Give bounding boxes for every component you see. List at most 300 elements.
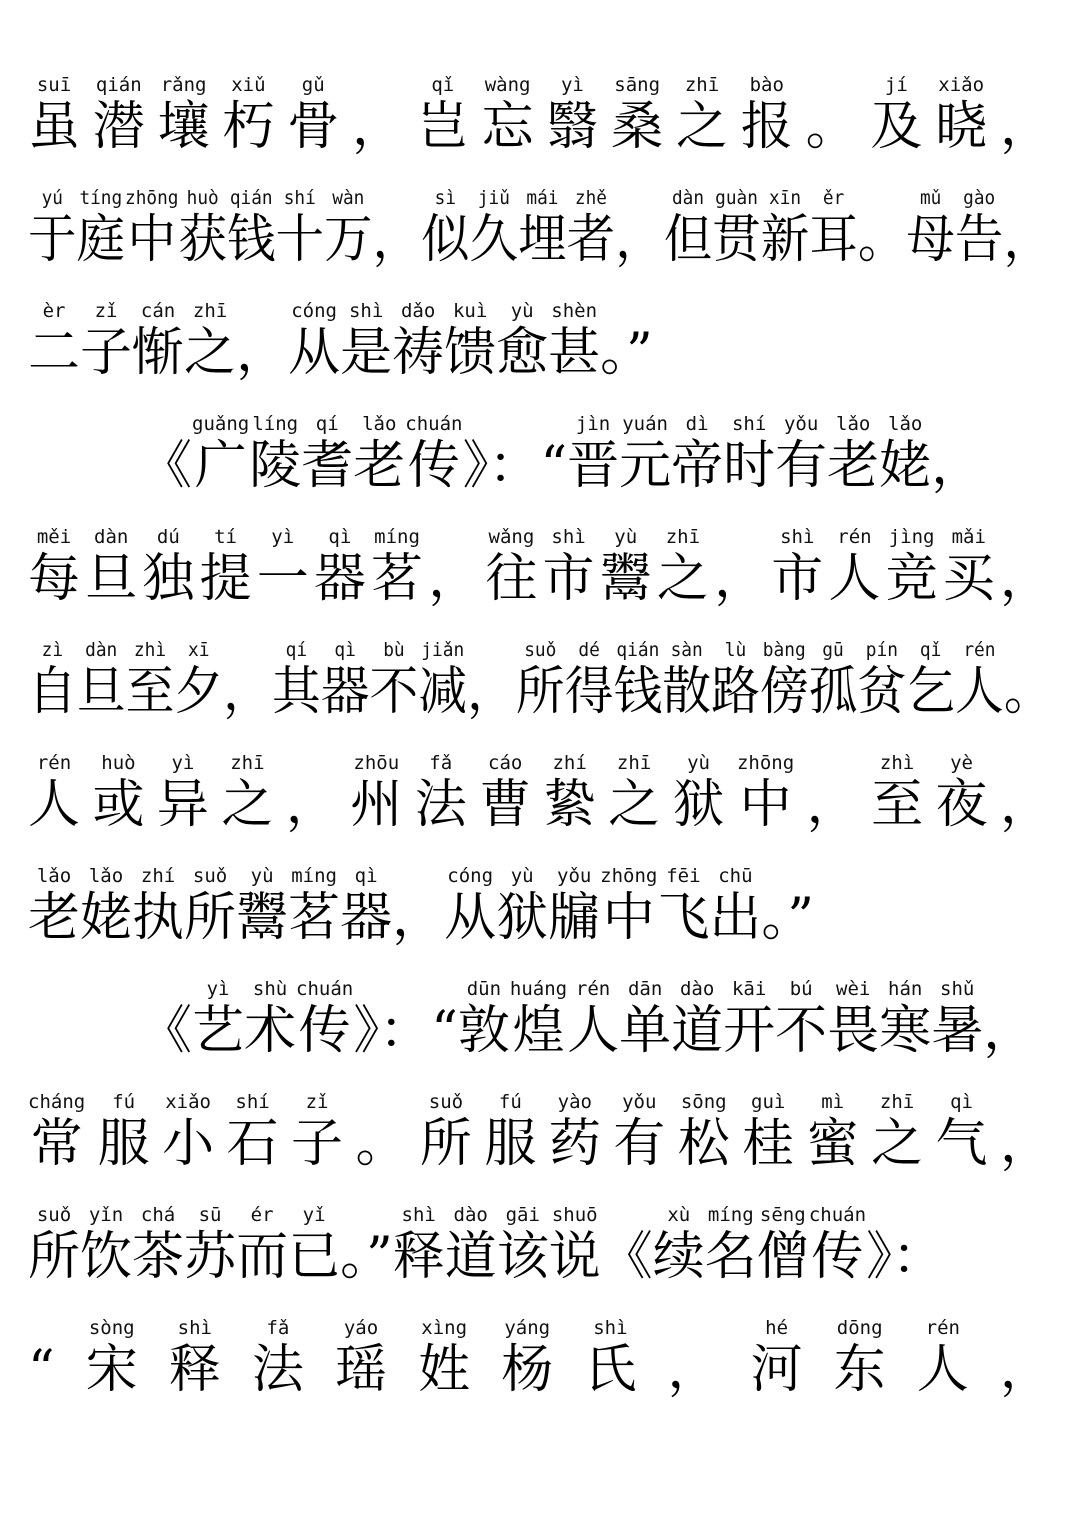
hanzi: 每 [28, 549, 81, 609]
pinyin: dì [685, 413, 709, 435]
pinyin: mái [526, 187, 559, 209]
hanzi: 散 [662, 662, 712, 722]
character-with-pinyin [28, 1204, 80, 1288]
character-with-pinyin [600, 526, 652, 610]
character-with-pinyin [657, 865, 709, 949]
hanzi: “ [28, 1340, 55, 1400]
pinyin: dào [453, 1204, 488, 1226]
pinyin: yǒu [557, 865, 592, 887]
punctuation [983, 978, 1035, 1062]
character-with-pinyin [936, 1091, 988, 1175]
character-with-pinyin [955, 187, 1004, 271]
character-with-pinyin [657, 526, 709, 610]
character-with-pinyin [671, 413, 723, 497]
pinyin: kāi [731, 978, 767, 1000]
character-with-pinyin [906, 187, 955, 271]
character-with-pinyin [405, 413, 462, 497]
hanzi: 器 [320, 662, 370, 722]
pinyin: zhī [230, 752, 265, 774]
pinyin: fú [498, 1091, 522, 1113]
hanzi: 惭 [132, 323, 185, 383]
pinyin: lù [724, 639, 747, 661]
character-with-pinyin [619, 978, 671, 1062]
character-with-pinyin [549, 1204, 601, 1288]
pinyin: dōng [836, 1317, 883, 1339]
pinyin: suǒ [524, 639, 557, 661]
pinyin: fú [112, 1091, 136, 1113]
pinyin: yì [560, 74, 584, 96]
hanzi: 人 [955, 662, 1004, 722]
hanzi: 子 [291, 1114, 344, 1174]
character-with-pinyin [415, 752, 467, 836]
pinyin: rén [837, 526, 872, 548]
character-with-pinyin [484, 1091, 536, 1175]
character-with-pinyin [192, 413, 249, 497]
pinyin: yǒu [622, 1091, 657, 1113]
character-with-pinyin [28, 865, 80, 949]
character-with-pinyin [496, 300, 548, 384]
pinyin: hé [765, 1317, 789, 1339]
hanzi: 从 [444, 888, 497, 948]
text-line [28, 736, 1052, 836]
pinyin: ěr [822, 187, 845, 209]
hanzi: 之 [608, 775, 661, 835]
hanzi: 法 [414, 775, 467, 835]
punctuation [806, 74, 858, 158]
punctuation [352, 74, 404, 158]
hanzi: 之 [871, 1114, 924, 1174]
hanzi: 减 [418, 662, 468, 722]
pinyin: bàng [762, 639, 806, 661]
character-with-pinyin [287, 74, 339, 158]
hanzi: 之 [675, 97, 728, 157]
pinyin: zhī [616, 752, 652, 774]
hanzi: 时 [723, 436, 776, 496]
pinyin: shuō [551, 1204, 598, 1226]
character-with-pinyin [943, 526, 995, 610]
hanzi: 朽 [222, 97, 275, 157]
punctuation [1000, 752, 1052, 836]
pinyin: shì [401, 1204, 436, 1226]
character-with-pinyin [723, 978, 775, 1062]
pinyin: shí [235, 1091, 270, 1113]
pinyin: sì [434, 187, 457, 209]
character-with-pinyin [80, 865, 132, 949]
character-with-pinyin [418, 1317, 470, 1401]
pinyin: bú [789, 978, 813, 1000]
character-with-pinyin [917, 1317, 969, 1401]
hanzi: 人 [567, 1001, 620, 1061]
pinyin: yú [41, 187, 63, 209]
text-line [140, 962, 1052, 1062]
pinyin: guì [751, 1091, 786, 1113]
hanzi: ， [285, 775, 338, 835]
character-with-pinyin [125, 187, 178, 271]
hanzi: 往 [485, 549, 538, 609]
hanzi: 畏 [827, 1001, 880, 1061]
punctuation [462, 413, 540, 497]
character-with-pinyin [711, 639, 760, 723]
hanzi: 服 [97, 1114, 150, 1174]
pinyin: yì [271, 526, 295, 548]
pinyin: sàn [670, 639, 703, 661]
character-with-pinyin [458, 978, 510, 1062]
character-with-pinyin [158, 74, 210, 158]
hanzi: 姥 [80, 888, 133, 948]
pinyin: yù [250, 865, 274, 887]
hanzi: 耳 [809, 210, 858, 270]
character-with-pinyin [86, 1317, 138, 1401]
hanzi: 新 [760, 210, 810, 270]
punctuation [373, 187, 422, 271]
character-with-pinyin [98, 1091, 150, 1175]
pinyin: qián [616, 639, 660, 661]
pinyin: zhì [133, 639, 167, 661]
hanzi: 传 [811, 1227, 864, 1287]
hanzi: 万 [324, 210, 373, 270]
character-with-pinyin [653, 1204, 705, 1288]
hanzi: 骨 [287, 97, 340, 157]
pinyin: suǒ [428, 1091, 464, 1113]
text-line [28, 623, 1052, 723]
punctuation [667, 1317, 719, 1401]
pinyin: zhī [684, 74, 720, 96]
punctuation [428, 526, 480, 610]
hanzi: 虽 [28, 97, 81, 157]
pinyin: guàn [715, 187, 758, 209]
hanzi: 茗 [371, 549, 424, 609]
character-with-pinyin [169, 1317, 221, 1401]
character-with-pinyin [741, 74, 793, 158]
pinyin: huò [186, 187, 219, 209]
pinyin: cáo [488, 752, 523, 774]
pinyin: qián [95, 74, 142, 96]
character-with-pinyin [227, 1091, 279, 1175]
character-with-pinyin [678, 1091, 730, 1175]
hanzi: 。 [1003, 662, 1053, 722]
hanzi: 人 [28, 775, 81, 835]
pinyin: xiǔ [231, 74, 266, 96]
punctuation [353, 978, 431, 1062]
character-with-pinyin [584, 1317, 636, 1401]
hanzi: 》： [462, 436, 541, 496]
hanzi: 飞 [657, 888, 710, 948]
character-with-pinyin [77, 639, 126, 723]
hanzi: 执 [132, 888, 185, 948]
character-with-pinyin [613, 1091, 665, 1175]
pinyin: zhōng [736, 752, 795, 774]
pinyin: jìn [575, 413, 611, 435]
character-with-pinyin [613, 639, 662, 723]
punctuation [140, 413, 192, 497]
hanzi: 之 [184, 323, 237, 383]
hanzi: 煌 [512, 1001, 565, 1061]
hanzi: 至 [871, 775, 924, 835]
hanzi: ， [223, 662, 272, 722]
character-with-pinyin [28, 1091, 85, 1175]
hanzi: 广 [194, 436, 247, 496]
pinyin: yù [687, 752, 710, 774]
pinyin: èr [42, 300, 66, 322]
pinyin: mǔ [919, 187, 942, 209]
hanzi: 狱 [672, 775, 725, 835]
hanzi: 竞 [885, 549, 938, 609]
character-with-pinyin [857, 639, 906, 723]
pinyin: xù [667, 1204, 691, 1226]
hanzi: 曹 [479, 775, 532, 835]
pinyin: lǎo [362, 413, 397, 435]
pinyin: cóng [447, 865, 494, 887]
hanzi: 法 [251, 1340, 304, 1400]
hanzi: 所 [184, 888, 237, 948]
pinyin: dàn [85, 639, 118, 661]
hanzi: 母 [906, 210, 955, 270]
punctuation [140, 978, 192, 1062]
character-with-pinyin [418, 639, 467, 723]
hanzi: ， [999, 549, 1052, 609]
hanzi: 。” [761, 888, 814, 948]
hanzi: 潜 [92, 97, 145, 157]
hanzi: 河 [750, 1340, 803, 1400]
hanzi: 贫 [857, 662, 907, 722]
text-line [28, 58, 1052, 158]
punctuation [28, 1317, 55, 1401]
pinyin: jí [884, 74, 908, 96]
hanzi: 苏 [184, 1227, 237, 1287]
hanzi: 已 [288, 1227, 341, 1287]
punctuation [1000, 74, 1052, 158]
hanzi: 开 [723, 1001, 776, 1061]
pinyin: kuì [452, 300, 488, 322]
hanzi: 但 [663, 210, 713, 270]
hanzi: 之 [656, 549, 709, 609]
pinyin: qì [328, 526, 352, 548]
hanzi: 絷 [543, 775, 596, 835]
pinyin: xìng [421, 1317, 468, 1339]
hanzi: ， [999, 1340, 1052, 1400]
text-line [28, 849, 1052, 949]
character-with-pinyin [28, 74, 80, 158]
hanzi: 药 [548, 1114, 601, 1174]
hanzi: 钱 [226, 210, 276, 270]
pinyin: zhì [879, 752, 915, 774]
hanzi: 桑 [611, 97, 664, 157]
pinyin: bào [749, 74, 784, 96]
character-with-pinyin [28, 752, 80, 836]
character-with-pinyin [501, 1317, 553, 1401]
hanzi: 中 [602, 888, 655, 948]
pinyin: mì [821, 1091, 845, 1113]
pinyin: fǎ [266, 1317, 290, 1339]
character-with-pinyin [174, 639, 223, 723]
character-with-pinyin [886, 526, 938, 610]
character-with-pinyin [671, 978, 723, 1062]
text-line [140, 397, 1052, 497]
pinyin: suǒ [36, 1204, 72, 1226]
pinyin: dān [627, 978, 663, 1000]
hanzi: ， [667, 1340, 720, 1400]
character-with-pinyin [567, 413, 619, 497]
pinyin: líng [252, 413, 299, 435]
hanzi: 乞 [906, 662, 956, 722]
pinyin: jiǔ [477, 187, 510, 209]
pinyin: chuán [808, 1204, 867, 1226]
punctuation [866, 1204, 944, 1288]
character-with-pinyin [676, 74, 728, 158]
pinyin: zhī [879, 1091, 915, 1113]
character-with-pinyin [92, 752, 144, 836]
pinyin: gāi [505, 1204, 540, 1226]
character-with-pinyin [709, 865, 761, 949]
character-with-pinyin [775, 978, 827, 1062]
character-with-pinyin [543, 526, 595, 610]
hanzi: 姓 [418, 1340, 471, 1400]
pinyin: shì [348, 300, 384, 322]
pinyin: gū [822, 639, 844, 661]
hanzi: 敦 [457, 1001, 510, 1061]
character-with-pinyin [548, 865, 600, 949]
pinyin: lǎo [36, 865, 72, 887]
character-with-pinyin [827, 978, 879, 1062]
punctuation [340, 1204, 393, 1288]
hanzi: 中 [127, 210, 177, 270]
hanzi: 二 [28, 323, 81, 383]
character-with-pinyin [85, 526, 137, 610]
character-with-pinyin [705, 1204, 757, 1288]
character-with-pinyin [611, 74, 663, 158]
hanzi: ， [983, 1001, 1036, 1061]
pinyin: lǎo [836, 413, 871, 435]
pinyin: qián [229, 187, 273, 209]
hanzi: 傍 [759, 662, 809, 722]
hanzi: ， [615, 210, 664, 270]
character-with-pinyin [288, 1204, 340, 1288]
punctuation [714, 526, 766, 610]
hanzi: 该 [496, 1227, 549, 1287]
hanzi: 人 [828, 549, 881, 609]
pinyin: cán [140, 300, 176, 322]
character-with-pinyin [828, 526, 880, 610]
hanzi: 艺 [192, 1001, 245, 1061]
pinyin: bù [383, 639, 405, 661]
hanzi: ， [714, 549, 767, 609]
hanzi: 获 [178, 210, 227, 270]
character-with-pinyin [28, 526, 80, 610]
hanzi: 服 [484, 1114, 537, 1174]
pinyin: rén [925, 1317, 960, 1339]
hanzi: ， [931, 436, 984, 496]
punctuation [601, 1204, 653, 1288]
character-with-pinyin [370, 639, 419, 723]
character-with-pinyin [350, 752, 402, 836]
character-with-pinyin [827, 413, 879, 497]
character-with-pinyin [244, 978, 296, 1062]
punctuation [1000, 1091, 1052, 1175]
character-with-pinyin [445, 1204, 497, 1288]
character-with-pinyin [567, 187, 616, 271]
pinyin: guǎng [192, 413, 250, 435]
pinyin: mǎi [951, 526, 986, 548]
pinyin: qǐ [431, 74, 455, 96]
character-with-pinyin [324, 187, 373, 271]
hanzi: 。 [857, 210, 907, 270]
character-with-pinyin [77, 187, 126, 271]
pinyin: fēi [666, 865, 701, 887]
character-with-pinyin [28, 639, 77, 723]
pinyin: suī [36, 74, 72, 96]
pinyin: cóng [291, 300, 337, 322]
hanzi: 松 [677, 1114, 730, 1174]
hanzi: 有 [775, 436, 828, 496]
hanzi: 东 [833, 1340, 886, 1400]
pinyin: shì [177, 1317, 212, 1339]
character-with-pinyin [28, 300, 80, 384]
pinyin: tí [214, 526, 237, 548]
character-with-pinyin [548, 300, 600, 384]
punctuation [615, 187, 664, 271]
hanzi: 。” [340, 1227, 393, 1287]
text-line [28, 171, 1052, 271]
hanzi: 孤 [808, 662, 858, 722]
pinyin: dàn [671, 187, 705, 209]
pinyin: shì [593, 1317, 628, 1339]
hanzi: 《 [600, 1227, 653, 1287]
hanzi: 买 [942, 549, 995, 609]
character-with-pinyin [371, 526, 423, 610]
pinyin: qì [354, 865, 378, 887]
hanzi: 。 [355, 1114, 408, 1174]
hanzi: 庭 [76, 210, 126, 270]
pinyin: xī [188, 639, 210, 661]
hanzi: 岂 [416, 97, 469, 157]
character-with-pinyin [761, 187, 810, 271]
hanzi: ， [1003, 210, 1052, 270]
character-with-pinyin [353, 413, 405, 497]
hanzi: 十 [275, 210, 325, 270]
pinyin: zhī [192, 300, 228, 322]
hanzi: “ [431, 1001, 458, 1061]
character-with-pinyin [496, 865, 548, 949]
pinyin: zhě [574, 187, 607, 209]
pinyin: yè [950, 752, 973, 774]
punctuation [431, 978, 458, 1062]
character-with-pinyin [417, 74, 469, 158]
hanzi: 壤 [157, 97, 210, 157]
hanzi: 告 [954, 210, 1004, 270]
hanzi: 得 [564, 662, 614, 722]
hanzi: 晋 [567, 436, 620, 496]
hanzi: 。 [805, 97, 858, 157]
hanzi: 茗 [288, 888, 341, 948]
pinyin: qí [285, 639, 308, 661]
hanzi: 帝 [671, 436, 724, 496]
punctuation [467, 639, 516, 723]
hanzi: 老 [827, 436, 880, 496]
character-with-pinyin [275, 187, 324, 271]
character-with-pinyin [236, 865, 288, 949]
punctuation [236, 300, 288, 384]
character-with-pinyin [879, 978, 931, 1062]
hanzi: 埋 [518, 210, 567, 270]
hanzi: 传 [298, 1001, 351, 1061]
pinyin: xiǎo [938, 74, 985, 96]
hanzi: 不 [775, 1001, 828, 1061]
character-with-pinyin [955, 639, 1004, 723]
pinyin: yuán [622, 413, 668, 435]
pinyin: míng [291, 865, 337, 887]
character-with-pinyin [252, 1317, 304, 1401]
pinyin: yǒu [783, 413, 819, 435]
